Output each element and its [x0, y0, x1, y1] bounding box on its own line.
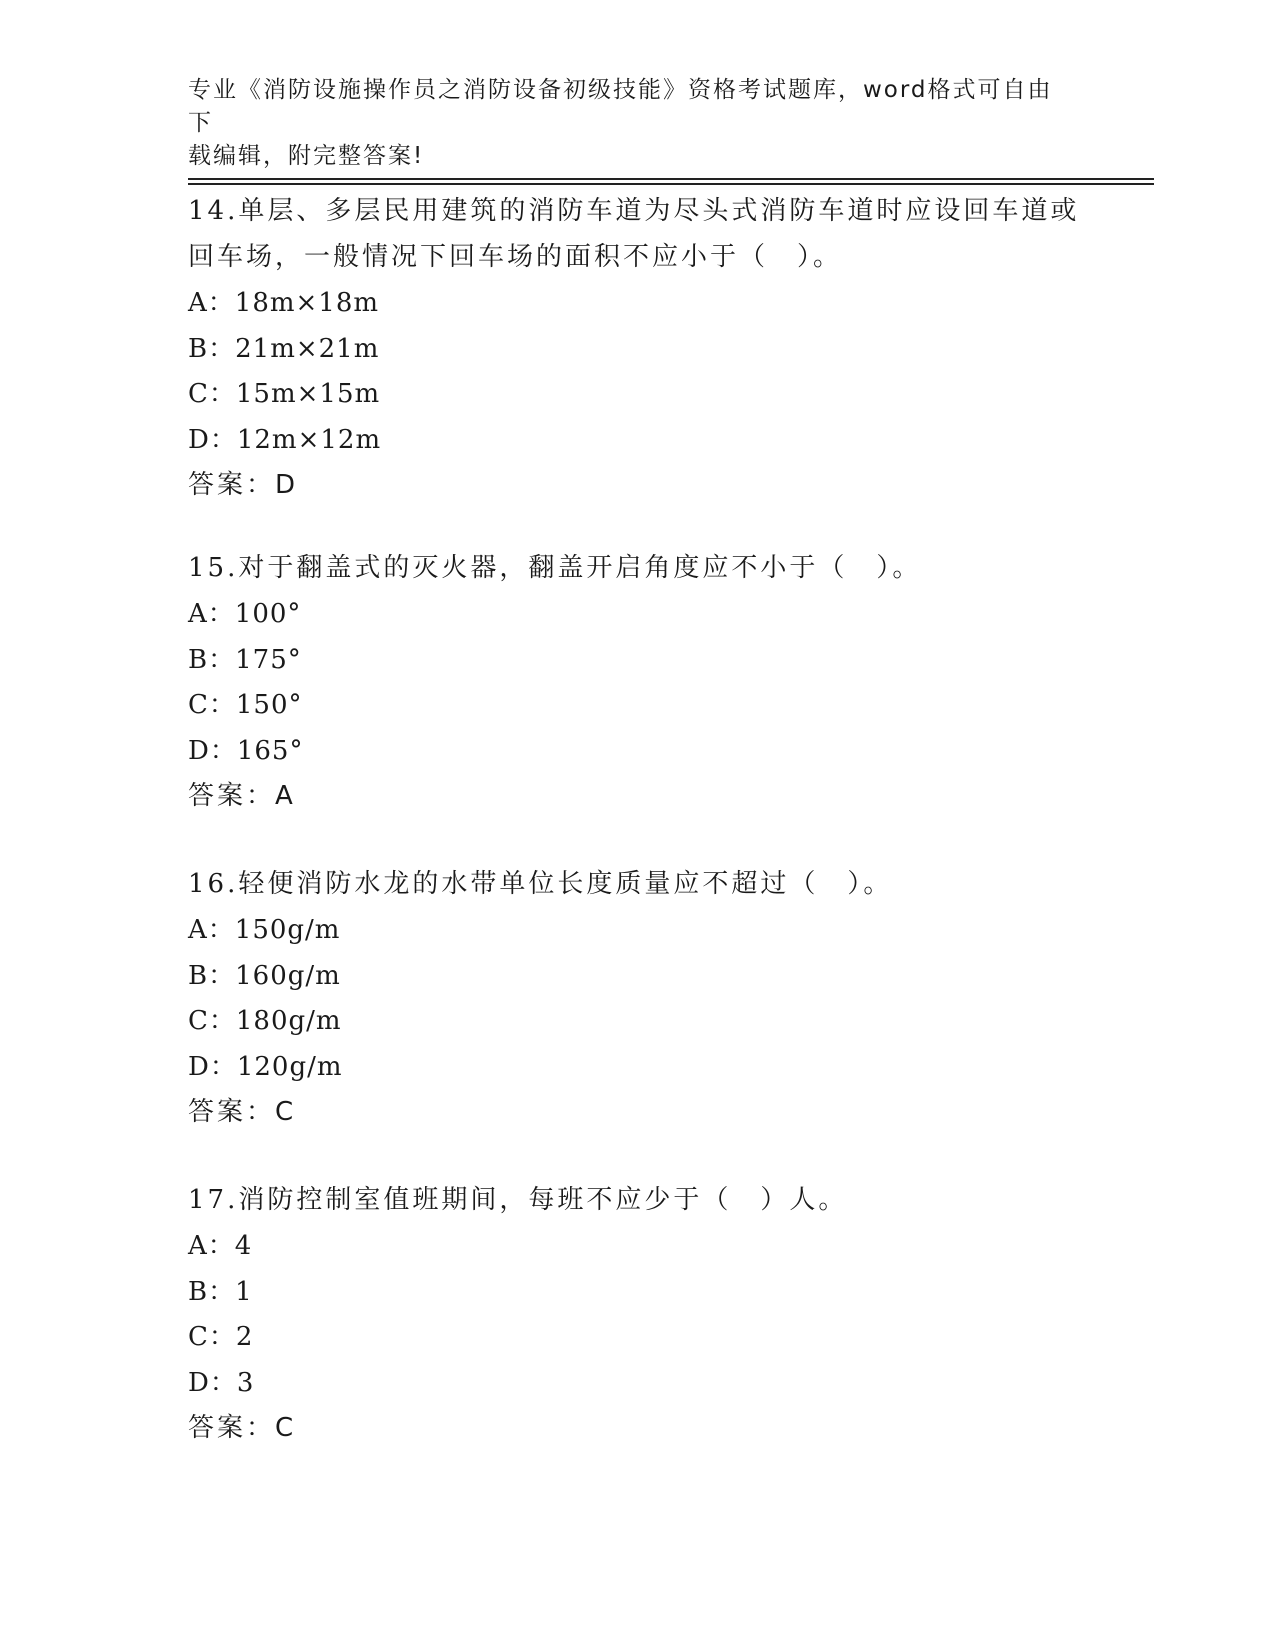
answer-line: [188, 462, 1088, 508]
answer-value: D: [275, 470, 297, 500]
question-stem-line-1: 17.消防控制室值班期间，每班不应少于（ ）人。: [188, 1185, 848, 1215]
document-header: [188, 74, 1068, 173]
option-c: C：150°: [188, 690, 303, 720]
question-14: [188, 188, 1088, 508]
option-c: C：180g/m: [188, 1006, 342, 1036]
option-b: B：160g/m: [188, 960, 341, 991]
question-15: [188, 545, 1088, 819]
question-stem-line-1: 14.单层、多层民用建筑的消防车道为尽头式消防车道时应设回车道或: [188, 196, 1080, 226]
header-rule-bottom: [188, 183, 1154, 185]
answer-line: [188, 1405, 1088, 1451]
header-line-2: 载编辑，附完整答案!: [188, 143, 425, 169]
answer-line: [188, 1089, 1088, 1135]
option-c: C：2: [188, 1322, 254, 1352]
answer-value: C: [275, 1413, 295, 1443]
question-17: [188, 1177, 1088, 1451]
option-b: B：1: [188, 1276, 253, 1307]
answer-line: [188, 773, 1088, 819]
option-b: B：175°: [188, 644, 302, 675]
answer-label: 答案：: [188, 1413, 276, 1443]
option-c: C：15m×15m: [188, 379, 381, 409]
option-a: A：18m×18m: [188, 288, 380, 318]
answer-label: 答案：: [188, 470, 276, 500]
answer-value: C: [275, 1097, 295, 1127]
option-d: D：165°: [188, 735, 304, 766]
question-16: [188, 861, 1088, 1135]
header-line-1: 专业《消防设施操作员之消防设备初级技能》资格考试题库，word格式可自由下: [188, 77, 1053, 136]
question-stem-line-1: 15.对于翻盖式的灭火器，翻盖开启角度应不小于（ ）。: [188, 553, 922, 583]
answer-value: A: [275, 781, 294, 811]
question-stem-line-1: 16.轻便消防水龙的水带单位长度质量应不超过（ ）。: [188, 869, 893, 899]
answer-label: 答案：: [188, 1097, 276, 1127]
option-a: A：4: [188, 1231, 253, 1261]
question-stem-line-2: 回车场，一般情况下回车场的面积不应小于（ ）。: [188, 242, 843, 272]
option-a: A：150g/m: [188, 915, 341, 945]
option-b: B：21m×21m: [188, 333, 380, 364]
option-d: D：120g/m: [188, 1051, 343, 1082]
header-rule-top: [188, 178, 1154, 180]
answer-label: 答案：: [188, 781, 276, 811]
option-d: D：3: [188, 1367, 255, 1398]
option-d: D：12m×12m: [188, 424, 382, 455]
option-a: A：100°: [188, 599, 302, 629]
